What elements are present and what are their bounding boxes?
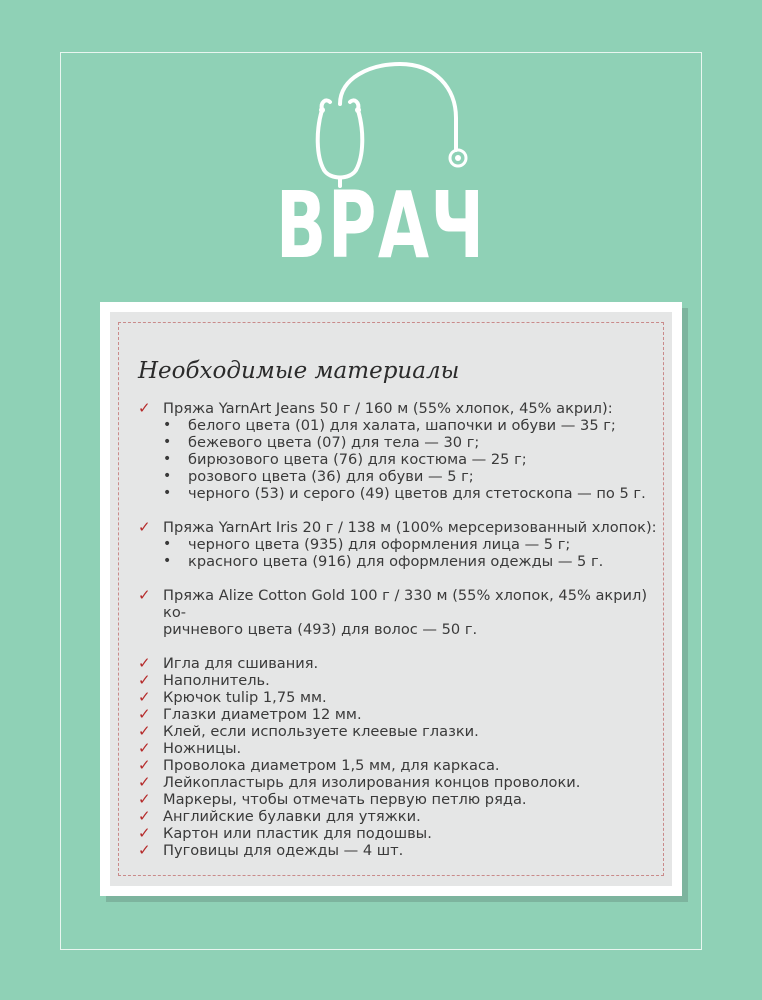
list-item xyxy=(138,587,658,638)
list-item-text: Пуговицы для одежды — 4 шт. xyxy=(163,842,404,859)
page-title: ВРАЧ xyxy=(275,172,486,279)
list-item xyxy=(138,842,658,859)
list-item-text: Лейкопластырь для изолирования концов проволоки. xyxy=(163,774,581,791)
list-item-text xyxy=(163,587,658,638)
materials-content xyxy=(138,356,658,876)
stethoscope-icon xyxy=(300,58,480,188)
list-item-text: Наполнитель. xyxy=(163,672,270,689)
bullet-icon: • xyxy=(163,536,172,552)
checkmark-icon: ✓ xyxy=(138,756,151,774)
sub-item-text: бежевого цвета (07) для тела — 30 г; xyxy=(188,434,480,451)
sub-item-text: белого цвета (01) для халата, шапочки и обуви — 35 г; xyxy=(188,417,616,434)
list-item-text: Игла для сшивания. xyxy=(163,655,319,672)
list-item-text: Картон или пластик для подошвы. xyxy=(163,825,432,842)
sub-item xyxy=(138,468,658,485)
list-item xyxy=(138,723,658,740)
materials-heading: Необходимые материалы xyxy=(138,358,460,384)
list-item-text-line: Пряжа Alize Cotton Gold 100 г / 330 м (55% хлопок, 45% акрил) ко- xyxy=(163,587,648,621)
list-item-text: Пряжа YarnArt Iris 20 г / 138 м (100% мерсеризованный хлопок): xyxy=(163,519,657,536)
bullet-icon: • xyxy=(163,451,172,467)
checkmark-icon: ✓ xyxy=(138,705,151,723)
list-item xyxy=(138,689,658,706)
checkmark-icon: ✓ xyxy=(138,773,151,791)
sub-item xyxy=(138,553,658,570)
bullet-icon: • xyxy=(163,468,172,484)
list-item xyxy=(138,757,658,774)
materials-card-inner xyxy=(110,312,672,886)
bullet-icon: • xyxy=(163,553,172,569)
bullet-icon: • xyxy=(163,417,172,433)
list-item-text: Крючок tulip 1,75 мм. xyxy=(163,689,327,706)
list-item-text: Клей, если используете клеевые глазки. xyxy=(163,723,479,740)
checkmark-icon: ✓ xyxy=(138,586,151,604)
list-item-text: Английские булавки для утяжки. xyxy=(163,808,421,825)
list-item xyxy=(138,655,658,672)
checkmark-icon: ✓ xyxy=(138,841,151,859)
checkmark-icon: ✓ xyxy=(138,654,151,672)
sub-item-text: розового цвета (36) для обуви — 5 г; xyxy=(188,468,474,485)
list-item xyxy=(138,672,658,689)
checkmark-icon: ✓ xyxy=(138,790,151,808)
list-item xyxy=(138,791,658,808)
list-item-text: Маркеры, чтобы отмечать первую петлю ряда. xyxy=(163,791,527,808)
sub-item xyxy=(138,417,658,434)
list-item xyxy=(138,808,658,825)
yarn-iris-group xyxy=(138,519,658,570)
checkmark-icon: ✓ xyxy=(138,399,151,417)
bullet-icon: • xyxy=(163,485,172,501)
sub-item xyxy=(138,485,658,502)
materials-card xyxy=(100,302,682,896)
sub-item-text: черного (53) и серого (49) цветов для стетоскопа — по 5 г. xyxy=(188,485,646,502)
list-item xyxy=(138,400,658,417)
list-item xyxy=(138,774,658,791)
sub-item-text: черного цвета (935) для оформления лица — 5 г; xyxy=(188,536,571,553)
checkmark-icon: ✓ xyxy=(138,739,151,757)
list-item-text: Ножницы. xyxy=(163,740,242,757)
list-item xyxy=(138,519,658,536)
checkmark-icon: ✓ xyxy=(138,671,151,689)
sub-item xyxy=(138,536,658,553)
yarn-jeans-group xyxy=(138,400,658,502)
list-item-text: Глазки диаметром 12 мм. xyxy=(163,706,362,723)
sub-item xyxy=(138,451,658,468)
sub-item-text: бирюзового цвета (76) для костюма — 25 г; xyxy=(188,451,527,468)
checkmark-icon: ✓ xyxy=(138,722,151,740)
list-item xyxy=(138,740,658,757)
checkmark-icon: ✓ xyxy=(138,688,151,706)
sub-item-text: красного цвета (916) для оформления одежды — 5 г. xyxy=(188,553,604,570)
sub-item xyxy=(138,434,658,451)
tools-group xyxy=(138,655,658,859)
checkmark-icon: ✓ xyxy=(138,807,151,825)
list-item-text: Проволока диаметром 1,5 мм, для каркаса. xyxy=(163,757,500,774)
checkmark-icon: ✓ xyxy=(138,518,151,536)
list-item xyxy=(138,825,658,842)
bullet-icon: • xyxy=(163,434,172,450)
list-item-text-line: ричневого цвета (493) для волос — 50 г. xyxy=(163,621,478,638)
list-item-text: Пряжа YarnArt Jeans 50 г / 160 м (55% хлопок, 45% акрил): xyxy=(163,400,613,417)
checkmark-icon: ✓ xyxy=(138,824,151,842)
yarn-alize-group xyxy=(138,587,658,638)
list-item xyxy=(138,706,658,723)
